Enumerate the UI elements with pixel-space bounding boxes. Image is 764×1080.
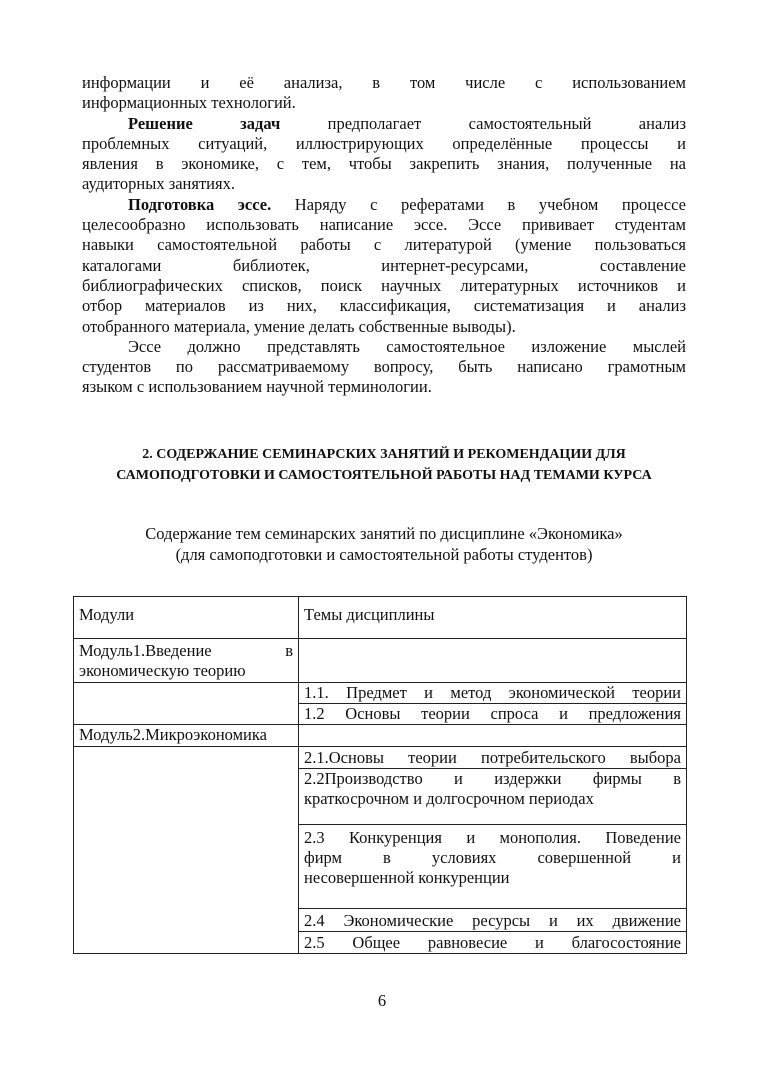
table-row (74, 639, 687, 683)
themes-table (73, 596, 687, 954)
body-text (82, 73, 686, 398)
text-line: студентов по рассматриваемому вопросу, быть написано грамотным (82, 357, 686, 377)
text-line: каталогами библиотек, интернет-ресурсами, составление (82, 255, 686, 275)
caption-line: (для самоподготовки и самостоятельной работы студентов) (175, 545, 593, 564)
text-fragment: Наряду с рефератами в учебном процессе (271, 194, 686, 214)
module-cell-empty (74, 683, 299, 725)
topic-line: краткосрочном и долгосрочном периодах (304, 789, 594, 808)
text-line: целесообразно использовать написание эссе. Эссе прививает студентам (82, 215, 686, 235)
topic-cell (299, 825, 687, 909)
table-row (74, 747, 687, 769)
section-heading (82, 444, 686, 486)
table-row (74, 683, 687, 704)
term-bold: Решение задач (128, 113, 281, 133)
module-cell-empty (74, 747, 299, 954)
heading-line: САМОПОДГОТОВКИ И САМОСТОЯТЕЛЬНОЙ РАБОТЫ НАД ТЕМАМИ КУРСА (116, 468, 652, 483)
paragraph-essay (82, 195, 686, 215)
topic-cell (299, 769, 687, 825)
topic-cell: 2.4 Экономические ресурсы и их движение (299, 909, 687, 932)
term-bold: Подготовка эссе. (128, 194, 272, 214)
topic-cell: 2.5 Общее равновесие и благосостояние (299, 932, 687, 954)
topic-line: 2.2Производство и издержки фирмы в (304, 769, 681, 788)
text-line: отобранного материала, умение делать собственные выводы). (82, 316, 516, 336)
module-cell (74, 639, 299, 683)
caption-line: Содержание тем семинарских занятий по дисциплине «Экономика» (145, 524, 623, 543)
text-line: навыки самостоятельной работы с литературой (умение пользоваться (82, 235, 686, 255)
table-caption (82, 523, 686, 565)
paragraph-problem-solving (82, 114, 686, 134)
table-row (74, 725, 687, 747)
text-line: языком с использованием научной терминологии. (82, 377, 432, 397)
topic-cell-empty (299, 639, 687, 683)
topic-line: несовершенной конкуренции (304, 868, 510, 887)
text-line: библиографических списков, поиск научных литературных источников и (82, 275, 686, 295)
text-line: Эссе должно представлять самостоятельное изложение мыслей (128, 336, 686, 356)
module-name-line: экономическую теорию (79, 661, 246, 680)
topic-cell: 1.1. Предмет и метод экономической теории (299, 683, 687, 704)
text-line: информационных технологий. (82, 93, 296, 113)
text-line: аудиторных занятиях. (82, 174, 235, 194)
topic-cell: 2.1.Основы теории потребительского выбора (299, 747, 687, 769)
module-cell: Модуль2.Микроэкономика (74, 725, 299, 747)
header-cell-topics: Темы дисциплины (299, 597, 687, 639)
header-cell-modules: Модули (74, 597, 299, 639)
module-name-line: Модуль1.Введение в (79, 641, 293, 660)
text-line: проблемных ситуаций, иллюстрирующих определённые процессы и (82, 133, 686, 153)
topic-line: фирм в условиях совершенной и (304, 848, 681, 867)
text-line: явления в экономике, с тем, чтобы закрепить знания, полученные на (82, 154, 686, 174)
text-fragment: предполагает самостоятельный анализ (280, 113, 686, 133)
heading-line: 2. СОДЕРЖАНИЕ СЕМИНАРСКИХ ЗАНЯТИЙ И РЕКОМЕНДАЦИИ ДЛЯ (142, 447, 626, 462)
page-number: 6 (377, 991, 387, 1010)
topic-cell-empty (299, 725, 687, 747)
text-line: информации и её анализа, в том числе с использованием (82, 73, 686, 92)
text-line: отбор материалов из них, классификация, систематизация и анализ (82, 296, 686, 316)
topic-cell: 1.2 Основы теории спроса и предложения (299, 704, 687, 725)
topic-line: 2.3 Конкуренция и монополия. Поведение (304, 828, 681, 847)
table-header-row (74, 597, 687, 639)
